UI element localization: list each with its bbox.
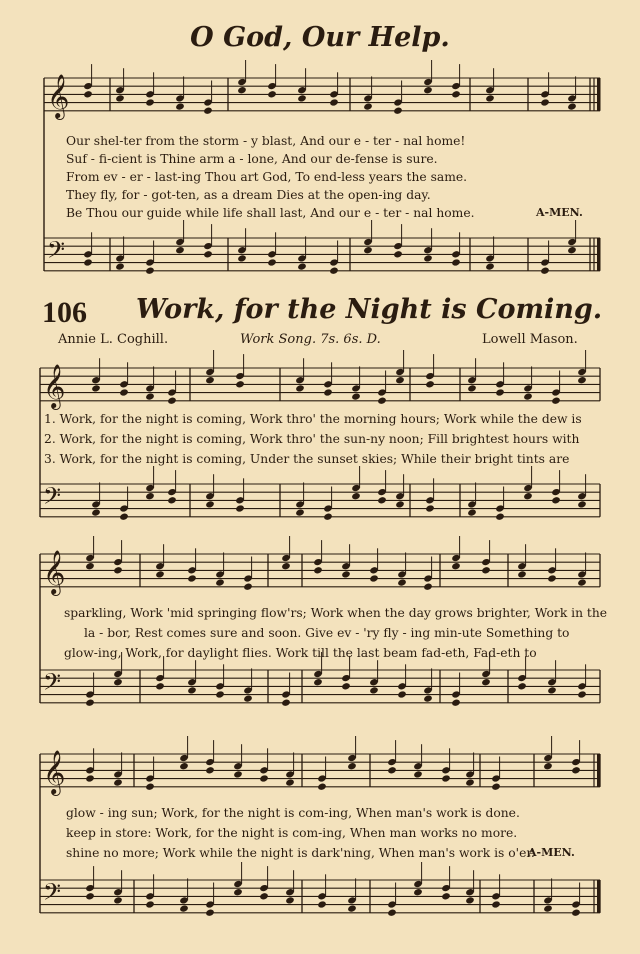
- hymn-1-line-4: They fly, for - got-ten, as a dream Dies at the open-ing day.: [66, 188, 431, 202]
- system-1-bass-note: [235, 504, 245, 512]
- system-1-treble-note: [395, 376, 405, 384]
- hymn-1-bass-note: [393, 250, 403, 258]
- system-2-bass-note: [313, 678, 323, 686]
- hymn-1-treble-note: [485, 94, 495, 102]
- system-3-bass-note: [85, 892, 95, 900]
- system-2-treble-treble-clef: 𝄞: [43, 550, 66, 594]
- system-2-treble-note: [423, 583, 433, 591]
- system-1-treble-note: [551, 397, 561, 405]
- system-3-bass-bass-clef: 𝄢: [43, 878, 62, 911]
- system-3-treble-note: [491, 783, 501, 791]
- system-1-bass-note: [205, 500, 215, 508]
- system-1-treble-note: [577, 376, 587, 384]
- system-3-verse-3: shine no more; Work while the night is dark'ning, When man's work is o'er.: [66, 846, 535, 860]
- hymn-1-bass-note: [237, 254, 247, 262]
- system-2-treble-note: [451, 562, 461, 570]
- system-2-bass-note: [481, 678, 491, 686]
- hymn-2-title: Work, for the Night is Coming.: [136, 294, 603, 325]
- system-1-treble-note: [351, 392, 361, 400]
- hymn-1-treble-note: [297, 94, 307, 102]
- system-2-bass-note: [215, 690, 225, 698]
- system-1-treble-note: [495, 388, 505, 396]
- hymn-1-bass-note: [540, 267, 550, 275]
- system-2-bass-note: [281, 699, 291, 707]
- system-3-bass-note: [491, 900, 501, 908]
- system-2-bass-note: [341, 682, 351, 690]
- system-1-verse-3: 3. Work, for the night is coming, Under the sunset skies; While their bright tints are: [44, 452, 570, 466]
- system-1-treble-note: [167, 397, 177, 405]
- system-1-treble-note: [145, 392, 155, 400]
- hymn-1-treble-note: [423, 86, 433, 94]
- system-1-bass-note: [577, 500, 587, 508]
- system-3-treble-note: [465, 778, 475, 786]
- hymn-1-treble-note: [145, 98, 155, 106]
- hymn-1-bass-note: [329, 267, 339, 275]
- system-1-verse-2: 2. Work, for the night is coming, Work thro' the sun-ny noon; Fill brightest hours with: [44, 432, 580, 446]
- system-1-bass-note: [495, 513, 505, 521]
- system-3-treble-note: [85, 774, 95, 782]
- hymn-composer: Lowell Mason.: [482, 332, 578, 347]
- system-1-bass-note: [351, 492, 361, 500]
- system-3-bass-note: [347, 904, 357, 912]
- system-3-treble-note: [285, 778, 295, 786]
- system-3-verse-1: glow - ing sun; Work, for the night is com-ing, When man's work is done.: [66, 806, 520, 820]
- system-2-treble-note: [215, 578, 225, 586]
- system-3-bass-note: [465, 896, 475, 904]
- hymn-1-treble-note: [115, 94, 125, 102]
- hymn-1-treble-treble-clef: 𝄞: [47, 74, 70, 118]
- system-3-treble-note: [387, 766, 397, 774]
- hymn-1-treble-note: [203, 107, 213, 115]
- hymn-1-treble-note: [393, 107, 403, 115]
- system-3-treble-note: [571, 766, 581, 774]
- system-2-bass-note: [113, 678, 123, 686]
- system-3-treble-note: [413, 770, 423, 778]
- system-2-bass-note: [85, 699, 95, 707]
- hymn-1-line-1: Our shel-ter from the storm - y blast, And our e - ter - nal home!: [66, 134, 466, 148]
- system-3-treble-final-barline: [597, 754, 601, 787]
- system-1-bass-note: [323, 513, 333, 521]
- hymn-2-amen: A-MEN.: [528, 846, 575, 859]
- system-2-treble-note: [85, 562, 95, 570]
- hymn-1-bass-note: [83, 258, 93, 266]
- hymn-tune: Work Song. 7s. 6s. D.: [240, 332, 381, 347]
- system-2-treble-note: [397, 578, 407, 586]
- hymn-1-treble-note: [329, 98, 339, 106]
- system-2-treble-note: [155, 570, 165, 578]
- system-1-bass-note: [395, 500, 405, 508]
- system-1-bass-note: [551, 496, 561, 504]
- system-1-bass-note: [425, 504, 435, 512]
- system-1-treble-note: [91, 384, 101, 392]
- system-1-bass-note: [467, 508, 477, 516]
- hymn-1-treble-final-barline: [597, 78, 601, 111]
- system-2-treble-note: [243, 583, 253, 591]
- hymn-1-bass-note: [145, 267, 155, 275]
- system-2-verse-2: la - bor, Rest comes sure and soon. Give ev - 'ry fly - ing min-ute Something to: [84, 626, 570, 640]
- system-3-bass-note: [113, 896, 123, 904]
- hymn-1-bass-note: [115, 262, 125, 270]
- hymn-1-line-3: From ev - er - last-ing Thou art God, To end-less years the same.: [66, 170, 468, 184]
- hymn-1-line-2: Suf - fi-cient is Thine arm a - lone, And our de-fense is sure.: [66, 152, 438, 166]
- system-2-bass-note: [155, 682, 165, 690]
- system-2-treble-note: [369, 574, 379, 582]
- hymn-1-treble-note: [540, 98, 550, 106]
- hymn-1-amen: A-MEN.: [536, 206, 583, 219]
- system-3-treble-note: [259, 774, 269, 782]
- hymn-1-treble-note: [567, 102, 577, 110]
- hymn-1-treble-note: [363, 102, 373, 110]
- hymn-1-bass-bass-clef: 𝄢: [47, 236, 66, 269]
- system-3-treble-note: [113, 778, 123, 786]
- hymn-1-treble-note: [267, 90, 277, 98]
- system-2-bass-note: [397, 690, 407, 698]
- system-1-treble-note: [323, 388, 333, 396]
- system-3-treble-note: [543, 762, 553, 770]
- system-2-treble-note: [577, 578, 587, 586]
- hymn-1-treble-note: [451, 90, 461, 98]
- system-2-treble-note: [313, 566, 323, 574]
- system-3-bass-note: [259, 892, 269, 900]
- system-1-treble-note: [377, 397, 387, 405]
- hymn-1-title: O God, Our Help.: [190, 22, 450, 53]
- hymn-1-bass-note: [567, 246, 577, 254]
- system-1-treble-note: [235, 380, 245, 388]
- system-3-verse-2: keep in store: Work, for the night is com-ing, When man works no more.: [66, 826, 518, 840]
- system-2-bass-bass-clef: 𝄢: [43, 668, 62, 701]
- hymn-1-bass-note: [175, 246, 185, 254]
- system-2-bass-note: [369, 686, 379, 694]
- system-3-bass-note: [285, 896, 295, 904]
- system-1-bass-note: [145, 492, 155, 500]
- system-3-bass-note: [387, 909, 397, 917]
- system-3-bass-note: [441, 892, 451, 900]
- system-3-bass-note: [571, 909, 581, 917]
- system-1-bass-note: [523, 492, 533, 500]
- system-2-treble-note: [187, 574, 197, 582]
- system-2-bass-note: [243, 694, 253, 702]
- system-2-bass-note: [187, 686, 197, 694]
- system-1-treble-note: [425, 380, 435, 388]
- system-2-bass-note: [517, 682, 527, 690]
- system-1-treble-note: [205, 376, 215, 384]
- system-2-treble-note: [481, 566, 491, 574]
- system-2-treble-note: [281, 562, 291, 570]
- hymn-1-treble-note: [175, 102, 185, 110]
- system-3-bass-note: [543, 904, 553, 912]
- hymn-1-bass-note: [297, 262, 307, 270]
- system-1-bass-note: [91, 508, 101, 516]
- system-3-bass-note: [413, 888, 423, 896]
- system-2-bass-note: [423, 694, 433, 702]
- system-2-verse-1: sparkling, Work 'mid springing flow'rs; Work when the day grows brighter, Work in the: [64, 606, 608, 620]
- hymn-1-bass-note: [451, 258, 461, 266]
- hymn-author: Annie L. Coghill.: [58, 332, 169, 347]
- system-3-treble-note: [441, 774, 451, 782]
- system-3-treble-note: [347, 762, 357, 770]
- hymn-1-bass-note: [485, 262, 495, 270]
- system-1-treble-note: [119, 388, 129, 396]
- hymn-1-bass-note: [423, 254, 433, 262]
- system-1-verse-1: 1. Work, for the night is coming, Work thro' the morning hours; Work while the dew is: [44, 412, 582, 426]
- hymn-1-bass-note: [363, 246, 373, 254]
- system-1-bass-note: [295, 508, 305, 516]
- system-2-bass-note: [577, 690, 587, 698]
- system-2-bass-note: [451, 699, 461, 707]
- system-3-treble-note: [233, 770, 243, 778]
- system-1-treble-treble-clef: 𝄞: [43, 364, 66, 408]
- system-3-treble-treble-clef: 𝄞: [43, 750, 66, 794]
- hymn-1-treble-note: [83, 90, 93, 98]
- hymn-number: 106: [42, 296, 87, 329]
- system-1-bass-note: [119, 513, 129, 521]
- hymn-1-bass-note: [267, 258, 277, 266]
- system-3-treble-note: [317, 783, 327, 791]
- system-1-treble-note: [295, 384, 305, 392]
- system-1-treble-note: [467, 384, 477, 392]
- system-3-bass-note: [233, 888, 243, 896]
- system-3-treble-note: [205, 766, 215, 774]
- hymn-1-bass-final-barline: [597, 238, 601, 271]
- system-2-treble-note: [341, 570, 351, 578]
- system-2-treble-note: [547, 574, 557, 582]
- system-3-bass-note: [205, 909, 215, 917]
- system-1-treble-note: [523, 392, 533, 400]
- system-1-bass-note: [377, 496, 387, 504]
- system-1-bass-note: [167, 496, 177, 504]
- system-3-bass-note: [145, 900, 155, 908]
- system-1-bass-bass-clef: 𝄢: [43, 482, 62, 515]
- system-3-bass-note: [317, 900, 327, 908]
- hymn-1-bass-note: [203, 250, 213, 258]
- system-2-treble-note: [517, 570, 527, 578]
- hymn-1-treble-note: [237, 86, 247, 94]
- hymn-1-line-5: Be Thou our guide while life shall last, And our e - ter - nal home.: [66, 206, 475, 220]
- system-3-bass-final-barline: [597, 880, 601, 913]
- system-3-treble-note: [145, 783, 155, 791]
- system-3-treble-note: [179, 762, 189, 770]
- system-3-bass-note: [179, 904, 189, 912]
- system-2-treble-note: [113, 566, 123, 574]
- system-2-bass-note: [547, 686, 557, 694]
- system-2-verse-3: glow-ing, Work, for daylight flies. Work till the last beam fad-eth, Fad-eth to: [64, 646, 537, 660]
